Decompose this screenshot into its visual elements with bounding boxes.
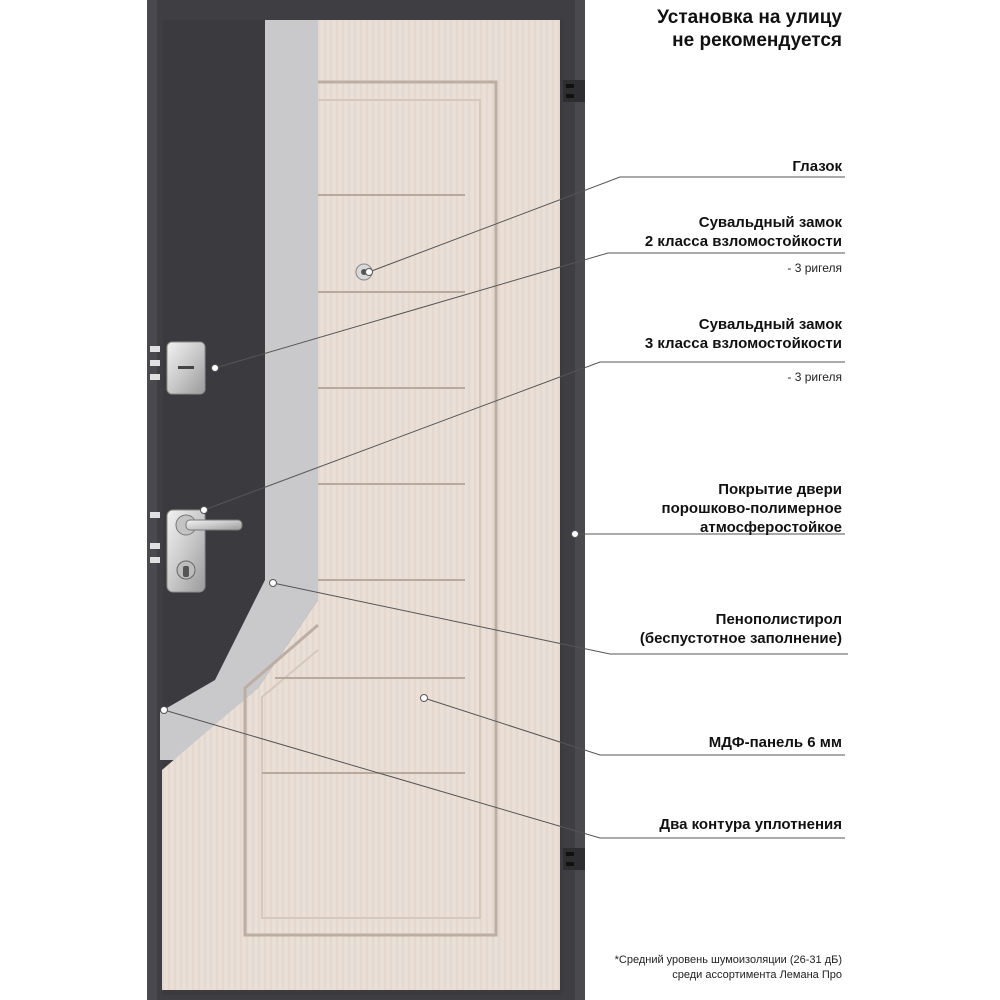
callout-peephole-line-1: Глазок — [792, 158, 842, 175]
callout-lock-class-2-note-text: - 3 ригеля — [787, 261, 842, 275]
callout-lock-class-2-line-2: 2 класса взломостойкости — [644, 233, 842, 250]
callout-lock-class-3-note-text: - 3 ригеля — [787, 370, 842, 384]
callout-lock-class-2 — [645, 213, 842, 251]
callout-lock-class-3-line-1: Сувальдный замок — [698, 316, 842, 333]
hinge-bottom — [563, 848, 585, 870]
callout-seal-line-1: Два контура уплотнения — [659, 816, 842, 833]
dot-lock-class-2 — [212, 365, 219, 372]
callout-lock-class-3-line-2: 3 класса взломостойкости — [644, 335, 842, 352]
dot-mdf — [421, 695, 428, 702]
hinge-top — [563, 80, 585, 102]
upper-lock-plate — [167, 342, 205, 394]
callout-coating — [662, 480, 842, 537]
callout-foam-line-1: Пенополистирол — [715, 611, 842, 628]
callout-foam-line-2: (беспустотное заполнение) — [639, 630, 842, 647]
callout-peephole — [792, 157, 842, 176]
footnote — [615, 953, 842, 983]
dot-lock-class-3 — [201, 507, 208, 514]
callout-lock-class-2-note — [787, 261, 842, 276]
callout-lock-class-3 — [645, 315, 842, 353]
header-line-2: не рекомендуется — [672, 30, 842, 51]
callout-mdf — [709, 733, 842, 752]
callout-mdf-line-1: МДФ-панель 6 мм — [708, 734, 842, 751]
footnote-line-1: *Средний уровень шумоизоляции (26-31 дБ) — [614, 954, 842, 966]
dot-coating — [572, 531, 579, 538]
callout-coating-line-1: Покрытие двери — [718, 481, 842, 498]
footnote-line-2: среди ассортимента Лемана Про — [672, 969, 842, 981]
callout-lock-class-3-note — [787, 370, 842, 385]
callout-seal — [659, 815, 842, 834]
header-line-1: Установка на улицу — [657, 7, 842, 28]
header-note — [657, 6, 842, 52]
dot-foam — [270, 580, 277, 587]
callout-coating-line-2: порошково-полимерное — [661, 500, 842, 517]
callout-foam — [640, 610, 842, 648]
callout-lock-class-2-line-1: Сувальдный замок — [698, 214, 842, 231]
dot-seal — [161, 707, 168, 714]
upper-lock-bolts — [150, 346, 160, 380]
callout-coating-line-3: атмосферостойкое — [700, 519, 842, 536]
dot-peephole — [366, 269, 373, 276]
